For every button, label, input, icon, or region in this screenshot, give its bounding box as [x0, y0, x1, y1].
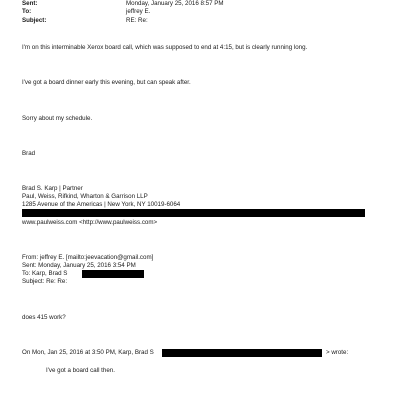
quoted-to: To: Karp, Brad S [22, 270, 68, 277]
quoted-subject: Subject: Re: Re: [22, 278, 68, 285]
reply-intro-end: > wrote: [326, 349, 349, 356]
quoted-from: From: jeffrey E. [mailto:jeevacation@gmail.com] [22, 254, 154, 261]
to-label: To: [22, 8, 32, 15]
body-signoff: Brad [22, 150, 36, 157]
redaction-bar [22, 209, 365, 217]
quoted-sent: Sent: Monday, January 25, 2016 3:54 PM [22, 262, 136, 269]
signature-firm: Paul, Weiss, Rifkind, Wharton & Garrison LLP [22, 193, 148, 200]
sent-value: Monday, January 25, 2016 8:57 PM [126, 0, 224, 7]
body-paragraph-2: I've got a board dinner early this evening, but can speak after. [22, 79, 191, 86]
redaction-bar [82, 270, 144, 278]
redaction-bar [162, 349, 322, 357]
body-paragraph-3: Sorry about my schedule. [22, 115, 93, 122]
subject-label: Subject: [22, 17, 47, 24]
to-value: jeffrey E. [126, 8, 151, 15]
quoted-body: does 415 work? [22, 314, 66, 321]
signature-name: Brad S. Karp | Partner [22, 185, 83, 192]
signature-website: www.paulweiss.com <http://www.paulweiss.com> [22, 219, 158, 226]
sent-label: Sent: [22, 0, 38, 7]
subject-value: RE: Re: [126, 17, 148, 24]
reply-intro: On Mon, Jan 25, 2016 at 3:50 PM, Karp, Brad S [22, 349, 154, 356]
body-paragraph-1: I'm on this interminable Xerox board call, which was supposed to end at 4:15, but is clearly running long. [22, 44, 308, 51]
signature-address: 1285 Avenue of the Americas | New York, NY 10019-6064 [22, 201, 181, 208]
reply-text: I've got a board call then. [46, 367, 115, 374]
